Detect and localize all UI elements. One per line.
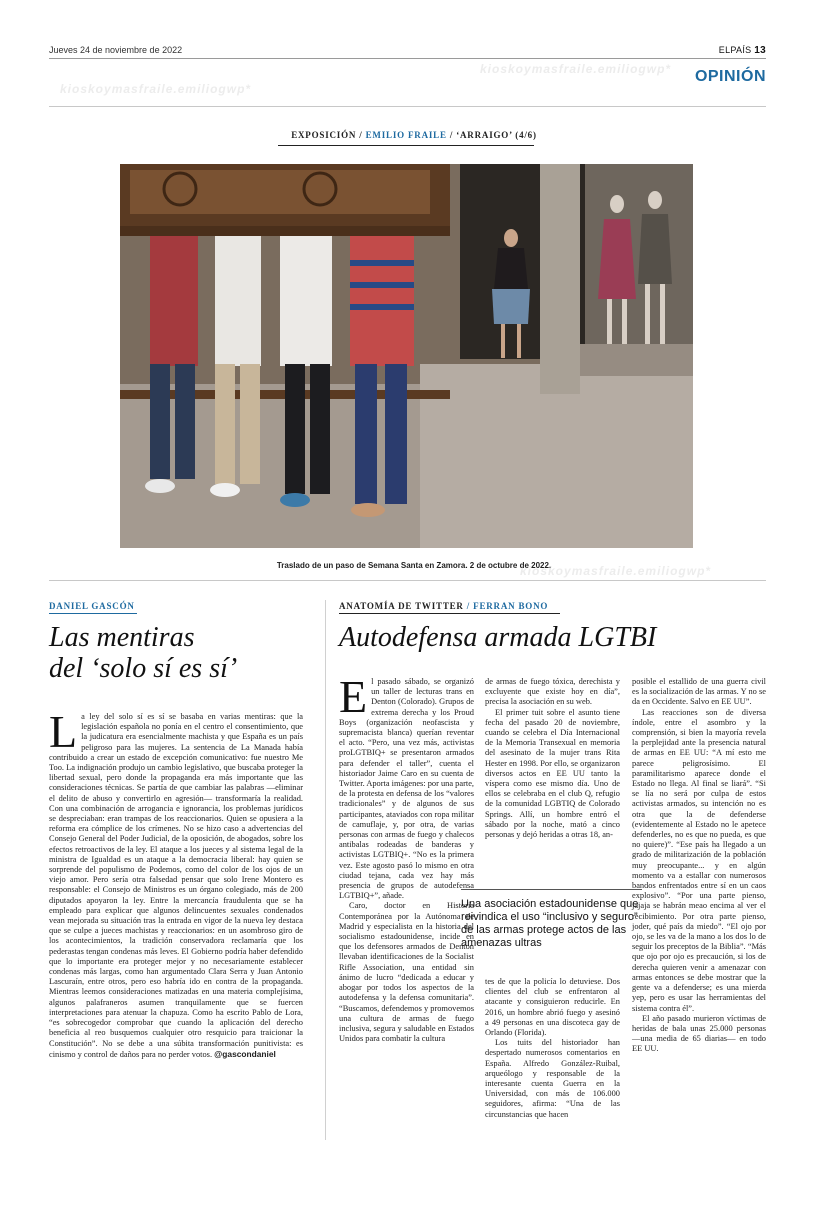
left-article-body (49, 706, 303, 1060)
photo-illustration (120, 164, 693, 548)
brand-name: ELPAÍS (718, 45, 752, 55)
exposition-underline (278, 145, 534, 146)
exposition-label: EXPOSICIÓN / EMILIO FRAILE / ‘ARRAIGO’ (4/6) (291, 130, 537, 140)
right-article-column-2-top (485, 677, 620, 840)
left-headline-line-1: Las mentiras (49, 622, 195, 653)
right-col2-paragraph-3: tes de que la policía lo detuviese. Dos clientes del club se enfrentaron al atacante y consiguieron reducirle. En 2016, un hombre abrió fuego y asesinó a 49 personas en una discoteca gay de Orlando (Florida). (485, 977, 620, 1038)
exposition-series: ‘ARRAIGO’ (4/6) (456, 130, 537, 140)
watermark: kioskoymasfraile.emiliogwp* (480, 62, 672, 76)
watermark: kioskoymasfraile.emiliogwp* (60, 82, 252, 96)
right-article-column-1 (339, 671, 474, 1044)
section-divider (49, 580, 766, 581)
twitter-column-label: ANATOMÍA DE TWITTER (339, 601, 464, 611)
exposition-tag: EXPOSICIÓN (291, 130, 357, 140)
left-article-paragraph: a ley del solo sí es sí se basaba en varias mentiras: que la legislación española no ponía en el centro el consentimiento, que la judicatura era esencialmente machista y que España es un país peligroso para las mujeres. La sentencia de La Manada había contribuido a crear un estado de excepción comunicativo: fue nuestro Me Too. La indignación produjo un cambio legislativo, que buscaba proteger la libertad sexual, pero donde la propaganda era más importante que las consideraciones técnicas. Se partía de que cambiar las palabras —eliminar el delito de abuso y convertirlo en agresión— transformaría la realidad. Con una combinación de arrogancia e ignorancia, los problemas jurídicos se despreciaban: eran trampas de los reaccionarios. Quien se opusiera a la reforma era cómplice de los crímenes. No se hizo caso a advertencias del Consejo General del Poder Judicial, de la oposición, de abogados, sobre los efectos retroactivos de la ley. El ataque a los jueces y al sistema legal de la ministra de Igualdad es un ataque a la democracia liberal: hay quien se sorprende del populismo de Podemos, como del color de los ojos de un viejo amor. Pero sería otra falsedad pensar que solo Irene Montero es responsable: el Consejo de Ministros es un órgano colegiado, más de 200 diputados apoyaron la ley. Entre la mercancía fraudulenta que se ha empleado para explicar que algunos delincuentes sexuales condenados vean mejorada su situación tras la entrada en vigor de la nueva ley destaca que se culpe a jueces machistas y reaccionarios: en un asombroso giro de los acontecimientos, la tradición conservadora reclamaría que los pederastas tengan condenas más leves. El Gobierno podría haber defendido que lo importante era proteger mejor y no necesariamente establecer condenas más largas, como han argumentado Clara Serra y Juan Antonio Lascuraín, entre otros, pero eso habría ido en contra de la propaganda. Mientras leemos consideraciones matizadas en una materia complejísima, algunos palafraneros asumen tranquilamente que se fuercen interpretaciones para atenuar la chapuza. Como ha escrito Pablo de Lora, “es sobrecogedor comprobar que cuando la aplicación del derecho beneficia al reo busquemos cualquier otro resquicio para traicionar la Constitución”. No se debe a una súbita transformación punitivista: es cinismo y control de daños para no perder votos. (49, 712, 303, 1059)
right-dropcap: E (339, 671, 368, 722)
header-rule (49, 58, 766, 59)
photographer: EMILIO FRAILE (365, 130, 447, 140)
right-article-column-2-bottom (485, 977, 620, 1120)
page-number: 13 (754, 45, 766, 56)
photo-caption: Traslado de un paso de Semana Santa en Zamora. 2 de octubre de 2022. (276, 561, 552, 570)
right-kicker-underline (339, 613, 560, 614)
right-article-author: FERRAN BONO (473, 601, 549, 611)
right-col2-paragraph-2: El primer tuit sobre el asunto tiene fecha del pasado 20 de noviembre, cuando se celebra el Día Internacional de la Memoria Transexual en memoria del asesinato de la mujer trans Rita Hester en 1998. Por ello, se organizaron diversos actos en EE UU tanto la víspera como ese mismo día. Uno de ellos se celebraba en el club Q, refugio de la comunidad LGBTIQ de Colorado Springs. Allí, un hombre entró el sábado por la noche, mató a cinco personas y dejó heridas a otras 18, an- (485, 707, 620, 840)
column-divider (325, 600, 326, 1140)
right-col1-paragraph-1: l pasado sábado, se organizó un taller de lecturas trans en Denton (Colorado). Grupos de extrema derecha y los Proud Boys (organización neofascista y supremacista blanca) querían reventar el acto. “Pero, una vez más, activistas proLGTBIQ+ se presentaron armados para defender el taller”, cuenta el historiador Jaime Caro en su cuenta de Twitter. Aporta imágenes: por una parte, de la protesta en defensa de los “valores tradicionales” y de algunos de sus participantes, ataviados con ropa militar de camuflaje, y, por otra, de varias personas con armas de fuego y chalecos antibalas rodeadas de banderas y activistas LGTBIQ+. “No es la primera vez. Este agosto pasó lo mismo en otra ciudad tejana, cada vez hay más presencia de grupos de autodefensa LGTBIQ+”, añade. (339, 677, 474, 901)
section-title: OPINIÓN (694, 68, 766, 85)
right-col2-paragraph-4: Los tuits del historiador han despertado numerosos comentarios en España. Alfredo González-Ruibal, arqueólogo y responsable de la interesante cuenta Guerra en la Universidad, con más de 106.000 seguidores, afirma: “Una de las circunstancias que hacen (485, 1038, 620, 1119)
right-article-headline: Autodefensa armada LGTBI (339, 622, 657, 653)
masthead-brand (719, 45, 766, 56)
right-col3-paragraph-2: Las reacciones son de diversa índole, entre el asombro y la comprensión, si bien la mayoría revela la perplejidad ante la presencia natural de armas en EE UU: “A mí esto me parece peligrosísimo. El paramilitarismo aparece donde el Estado no llega. Al final se liará”. “Si se lía no será por culpa de estos activistas armados, su intención no es otra que la de defenderse (evidentemente al Estado no le apetece defenderles, no es que no pueda, es que no quiere)”. “Ese país ha llegado a un grado de militarización de la población muy preocupante... y en algún momento va a estallar con numerosos bandos enfrentados entre sí en un caos explosivo”. “Por una parte pienso, jajaja se habrán meao encima al ver el recibimiento. Por otra parte pienso, joder, qué país da miedo”. “El ojo por ojo, se les va de la mano a los dos lo de seguir los preceptos de la Biblia”. “Más que ojo por ojo es precaución, si los de derecha quieren venir a amenazar con armas entonces se debe mostrar que la gente va a defenderse; es una mierda yep, pero es usar las herramientas del sistema contra él”. (632, 707, 766, 1013)
left-dropcap: L (49, 706, 78, 757)
watermark: kioskoymasfraile.emiliogwp* (520, 564, 712, 578)
right-col3-paragraph-3: El año pasado murieron víctimas de heridas de bala unas 25.000 personas —una media de 65 diarias— en todo EE UU. (632, 1013, 766, 1054)
left-headline-line-2: del ‘solo sí es sí’ (49, 653, 238, 684)
right-article-column-3 (632, 677, 766, 1055)
right-article-kicker: ANATOMÍA DE TWITTER / FERRAN BONO (339, 601, 549, 611)
left-article-headline (49, 622, 319, 684)
right-col3-paragraph-1: posible el estallido de una guerra civil es la socialización de las armas. Y no se da en Occidente. Salvo en EE UU”. (632, 677, 766, 707)
pull-quote: Una asociación estadounidense que reivindica el uso “inclusivo y seguro” de las armas protege actos de las amenazas ultras (461, 889, 642, 950)
header-rule-lower (49, 106, 766, 107)
featured-photo (120, 164, 693, 548)
left-author-underline (49, 613, 137, 614)
author-twitter-handle[interactable]: @gascondaniel (214, 1048, 276, 1059)
publication-date: Jueves 24 de noviembre de 2022 (49, 45, 183, 55)
right-col2-paragraph-1: de armas de fuego tóxica, derechista y excluyente que existe hoy en día”, precisa la asociación en su web. (485, 677, 620, 707)
right-col1-paragraph-2: Caro, doctor en Historia Contemporánea por la Autónoma de Madrid y especialista en la historia del socialismo estadounidense, incide en que los defensores armados de Denton llevaban identificaciones de la Socialist Rifle Association, una entidad sin ánimo de lucro “dedicada a educar y abogar por todos los aspectos de la autodefensa y la defensa comunitaria”. “Buscamos, defendemos y promovemos una cultura de armas de fuego inclusiva, segura y saludable en Estados Unidos para combatir la cultura (339, 901, 474, 1044)
left-article-author: DANIEL GASCÓN (49, 601, 135, 611)
